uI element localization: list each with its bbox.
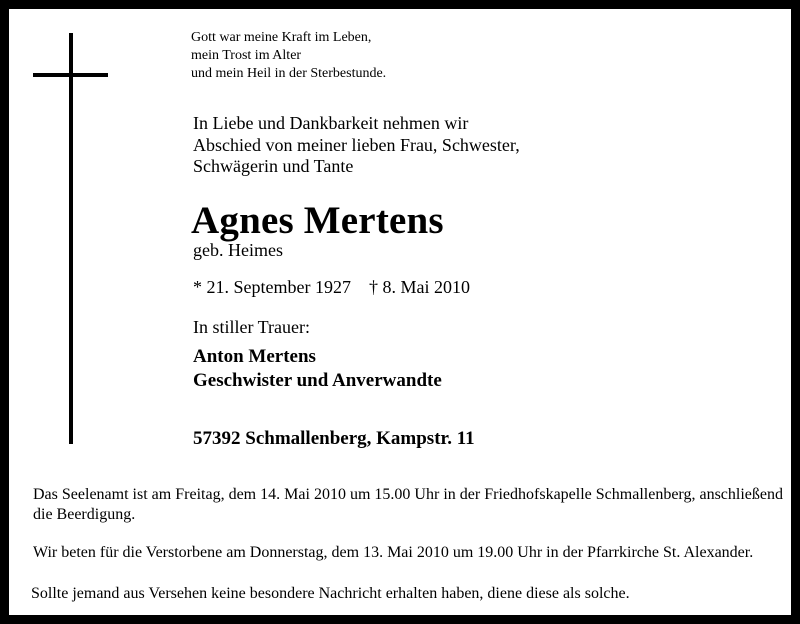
motto-line: Gott war meine Kraft im Leben, bbox=[191, 30, 372, 45]
motto bbox=[191, 29, 386, 83]
intro-line: Abschied von meiner lieben Frau, Schwester, bbox=[193, 134, 520, 155]
mourning-heading: In stiller Trauer: bbox=[193, 317, 310, 337]
cross-icon bbox=[69, 33, 73, 444]
motto-line: mein Trost im Alter bbox=[191, 48, 302, 63]
mourner-name: Anton Mertens bbox=[193, 346, 316, 367]
life-dates bbox=[193, 276, 470, 298]
birth-name: geb. Heimes bbox=[193, 240, 283, 260]
birth-date: * 21. September 1927 bbox=[193, 277, 351, 297]
intro-line: In Liebe und Dankbarkeit nehmen wir bbox=[193, 113, 469, 133]
intro-text bbox=[193, 113, 520, 178]
mourner-name: Geschwister und Anverwandte bbox=[193, 370, 442, 391]
cross-icon-bar bbox=[33, 73, 108, 77]
motto-line: und mein Heil in der Sterbestunde. bbox=[191, 66, 387, 81]
requiem-notice: Das Seelenamt ist am Freitag, dem 14. Mai 2010 um 15.00 Uhr in der Friedhofskapelle Schmallenberg, anschließend die Beerdigung. bbox=[33, 486, 783, 523]
notification-notice: Sollte jemand aus Versehen keine besondere Nachricht erhalten haben, diene diese als solche. bbox=[31, 585, 630, 602]
death-date: † 8. Mai 2010 bbox=[368, 277, 470, 297]
prayer-notice: Wir beten für die Verstorbene am Donnerstag, dem 13. Mai 2010 um 19.00 Uhr in der Pfarrkirche St. Alexander. bbox=[33, 544, 754, 561]
intro-line: Schwägerin und Tante bbox=[193, 156, 354, 176]
mourner-names bbox=[193, 345, 442, 393]
deceased-name: Agnes Mertens bbox=[191, 199, 444, 242]
mourner-address: 57392 Schmallenberg, Kampstr. 11 bbox=[193, 428, 475, 449]
